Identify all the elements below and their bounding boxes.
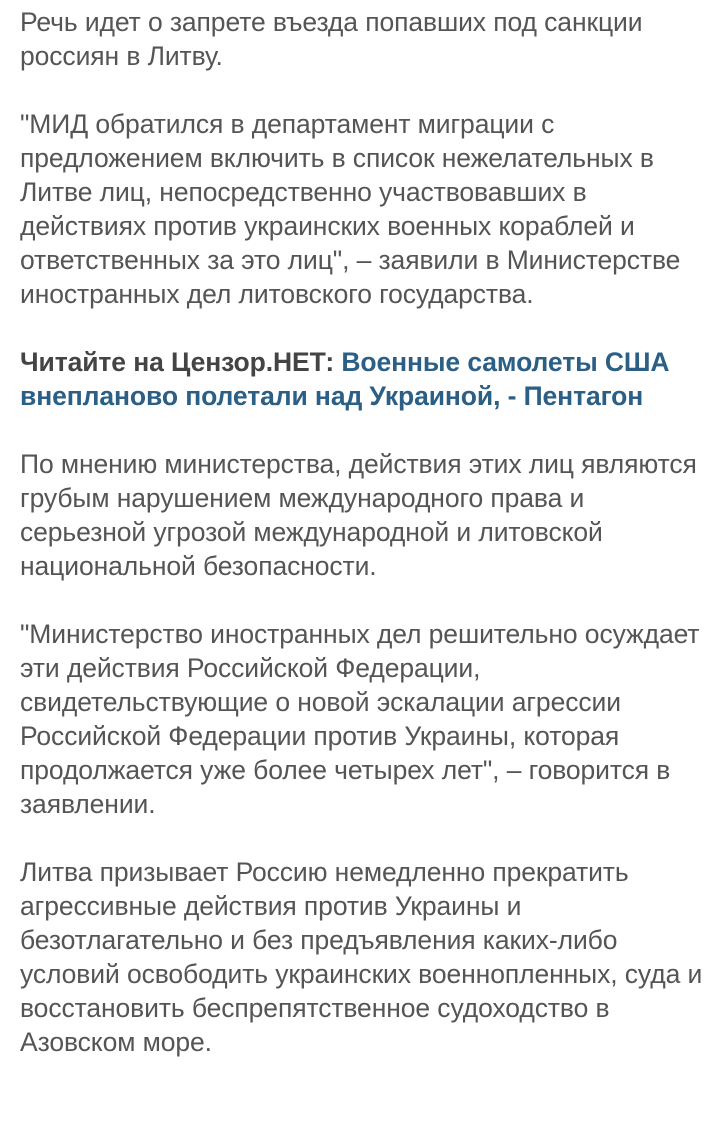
read-also-label: Читайте на Цензор.НЕТ: [20,347,335,377]
article-paragraph: "Министерство иностранных дел решительно осуждает эти действия Российской Федерации, свидетельствующие о новой эскалации агрессии Российской Федерации против Украины, которая продолжается уже более четырех лет", – говорится в заявлении. [20,619,700,819]
article-body [20,0,710,1093]
read-also-link[interactable]: Военные самолеты США внепланово полетали над Украиной, - Пентагон [20,347,670,411]
article-paragraph: "МИД обратился в департамент миграции с предложением включить в список нежелательных в Литве лиц, непосредственно участвовавших в действиях против украинских военных кораблей и ответственных за это лиц", – заявили в Министерстве иностранных дел литовского государства. [20,109,681,309]
article-paragraph: Литва призывает Россию немедленно прекратить агрессивные действия против Украины и безотлагательно и без предъявления каких-либо условий освободить украинских военнопленных, суда и восстановить беспрепятственное судоходство в Азовском море. [20,857,703,1057]
article-paragraph: По мнению министерства, действия этих лиц являются грубым нарушением международного права и серьезной угрозой международной и литовской национальной безопасности. [20,449,697,581]
article-paragraph: Речь идет о запрете въезда попавших под санкции россиян в Литву. [20,7,643,71]
read-also-block [20,345,710,413]
